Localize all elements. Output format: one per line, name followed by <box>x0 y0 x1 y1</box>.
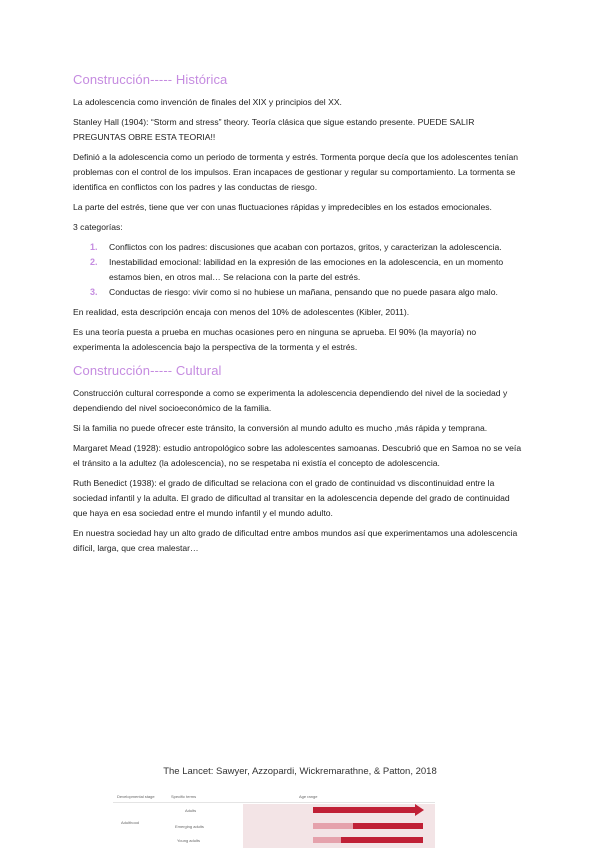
figure-header <box>113 792 435 803</box>
list-intro: 3 categorías: <box>73 222 123 232</box>
section-cultural <box>73 363 525 556</box>
list-item-text: Conductas de riesgo: vivir como si no hubiese un mañana, pensando que no puede pasara algo malo. <box>109 287 498 297</box>
list-item <box>90 240 525 255</box>
figure-column-terms: Specific terms <box>171 794 197 799</box>
paragraph: Definió a la adolescencia como un periodo de tormenta y estrés. Tormenta porque decía que los adolescentes tenían problemas con el control de los impulsos. Eran incapaces de gestionar y regular su comportamiento. La tormenta se identifica en conflictos con los padres y las conductas de riesgo. <box>73 152 519 192</box>
figure-bar-light <box>313 823 353 829</box>
list-number: 1. <box>90 242 98 252</box>
list-number: 2. <box>90 257 98 267</box>
paragraph: Si la familia no puede ofrecer este tránsito, la conversión al mundo adulto es mucho ,más rápida y temprana. <box>73 423 488 433</box>
list-item-text: Conflictos con los padres: discusiones que acaban con portazos, gritos, y caracterizan la adolescencia. <box>109 242 502 252</box>
figure-row-stage: Adulthood <box>121 820 140 825</box>
paragraph: En nuestra sociedad hay un alto grado de dificultad entre ambos mundos así que experimentamos una adolescencia difícil, larga, que crea malestar… <box>73 528 518 553</box>
paragraph: Ruth Benedict (1938): el grado de dificultad se relaciona con el grado de continuidad vs discontinuidad entre la sociedad infantil y la adulta. El grado de dificultad al transitar en la adolescencia depende del grado de continuidad que haya en esa sociedad entre el mundo infantil y el mundo adulto. <box>73 478 510 518</box>
lancet-figure <box>113 792 435 848</box>
paragraph: Es una teoría puesta a prueba en muchas ocasiones pero en ninguna se aprueba. El 90% (la mayoría) no experimenta la adolescencia bajo la perspectiva de la tormenta y el estrés. <box>73 327 477 352</box>
paragraph: Stanley Hall (1904): “Storm and stress” theory. Teoría clásica que sigue estando presente. PUEDE SALIR PREGUNTAS OBRE ESTA TEORIA!! <box>73 117 475 142</box>
paragraph: En realidad, esta descripción encaja con menos del 10% de adolescentes (Kibler, 2011). <box>73 307 410 317</box>
figure-row-label: Emerging adults <box>175 824 204 829</box>
paragraph: La adolescencia como invención de finales del XIX y principios del XX. <box>73 97 342 107</box>
figure-row-label: Young adults <box>177 838 200 843</box>
figure-caption: The Lancet: Sawyer, Azzopardi, Wickremarathne, & Patton, 2018 <box>163 766 437 777</box>
paragraph: Construcción cultural corresponde a como se experimenta la adolescencia dependiendo del nivel de la sociedad y dependiendo del nivel socioeconómico de la familia. <box>73 388 508 413</box>
list-item <box>90 255 525 285</box>
section-heading-historica: Construcción----- Histórica <box>73 72 228 87</box>
list-item <box>90 285 525 300</box>
figure-arrow-icon <box>415 804 424 816</box>
section-heading-cultural: Construcción----- Cultural <box>73 363 222 378</box>
figure-bar <box>313 807 416 813</box>
figure-column-stage: Developmental stage <box>117 794 155 799</box>
figure-bar <box>353 823 423 829</box>
figure-bar-light <box>313 837 341 843</box>
figure-column-age: Age range <box>299 794 318 799</box>
figure-row-label: Adults <box>185 808 197 813</box>
paragraph: La parte del estrés, tiene que ver con unas fluctuaciones rápidas y impredecibles en los estados emocionales. <box>73 202 492 212</box>
list-item-text: Inestabilidad emocional: labilidad en la expresión de las emociones en la adolescencia, en un momento estamos bien, en otros mal… Se relaciona con la parte del estrés. <box>109 257 504 282</box>
paragraph: Margaret Mead (1928): estudio antropológico sobre las adolescentes samoanas. Descubrió que en Samoa no se veía el tránsito a la adultez (la adolescencia), no se respetaba ni existía el concepto de adolescencia. <box>73 443 522 468</box>
categories-list <box>73 240 525 300</box>
list-number: 3. <box>90 287 98 297</box>
figure-bar <box>341 837 423 843</box>
document-page <box>73 72 525 561</box>
